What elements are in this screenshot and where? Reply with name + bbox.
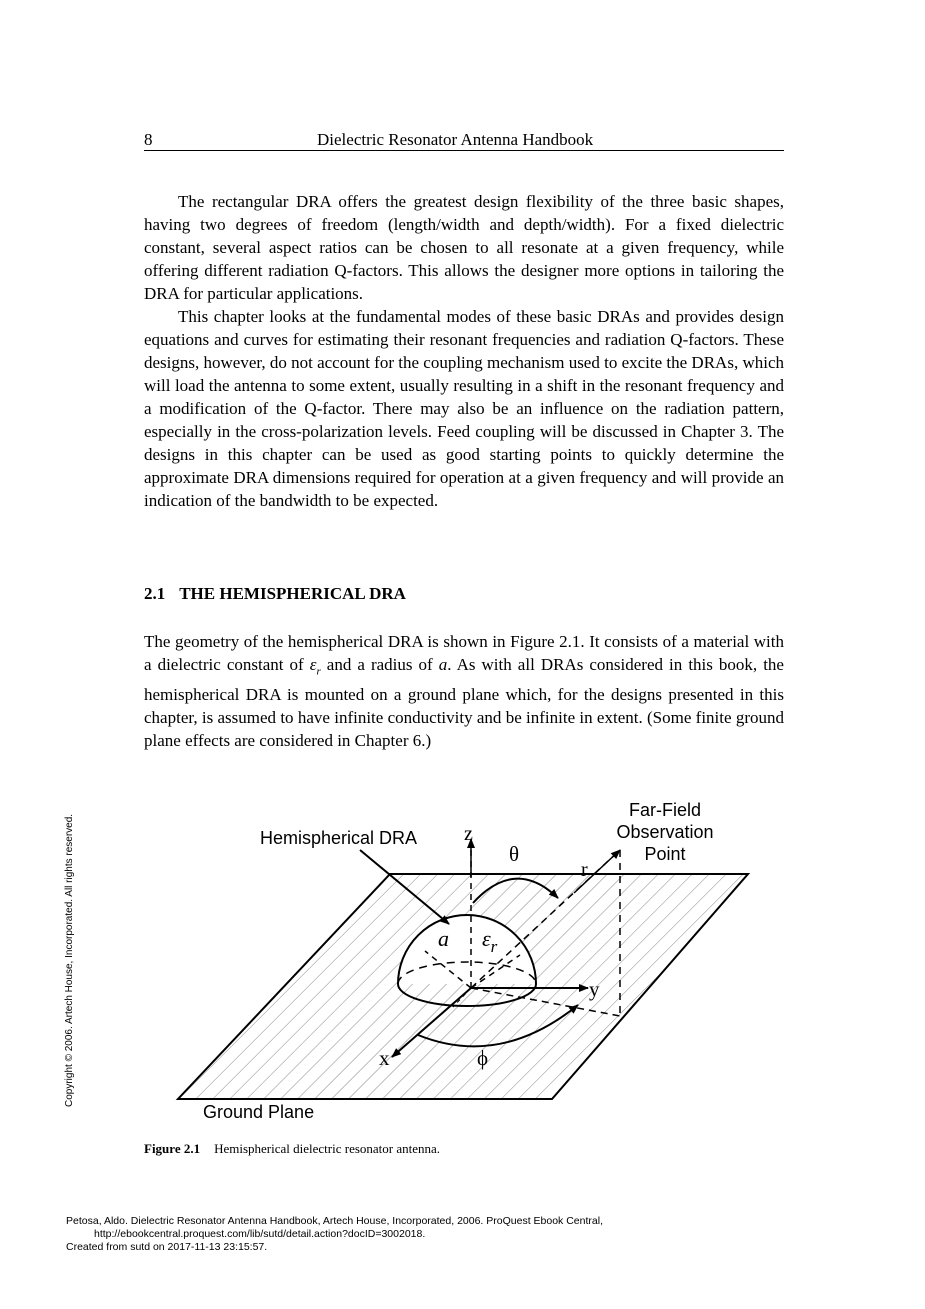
p3-text-1: The geometry of the hemispherical DRA is shown in Figure 2.1. It consists of a material with a dielectric constant of bbox=[144, 632, 784, 674]
p3-text-3: . As with all DRAs considered in this book, the hemispherical DRA is mounted on a ground plane which, for the designs presented in this chapter, is assumed to have infinite conductivity and be infinite in extent. (Some finite ground plane effects are considered in Chapter 6.) bbox=[144, 655, 784, 751]
paragraph-hemispherical-geometry bbox=[144, 630, 784, 752]
label-a: a bbox=[438, 926, 449, 951]
footer-line-3: Created from sutd on 2017-11-13 23:15:57. bbox=[66, 1241, 268, 1253]
figure-hemispherical-dra bbox=[160, 795, 760, 1125]
label-y: y bbox=[589, 977, 600, 1001]
label-observation: Observation bbox=[616, 822, 714, 842]
label-point: Point bbox=[644, 844, 686, 864]
copyright-side-note: Copyright © 2006. Artech House, Incorporated. All rights reserved. bbox=[64, 813, 75, 1107]
label-far-field: Far-Field bbox=[628, 800, 702, 820]
figure-caption-label: Figure 2.1 bbox=[144, 1141, 201, 1156]
book-title: Dielectric Resonator Antenna Handbook bbox=[317, 130, 594, 149]
epsilon-symbol: $\varepsilon_r$ bbox=[309, 655, 321, 678]
running-header bbox=[144, 128, 784, 151]
ground-plane-shape bbox=[178, 874, 748, 1099]
figure-caption-text: Hemispherical dielectric resonator antenna. bbox=[214, 1141, 441, 1156]
label-z: z bbox=[464, 823, 473, 845]
section-heading bbox=[144, 584, 406, 604]
radius-symbol: a bbox=[438, 655, 448, 674]
label-r: r bbox=[581, 859, 588, 881]
section-title: THE HEMISPHERICAL DRA bbox=[179, 584, 406, 603]
footer-line-1: Petosa, Aldo. Dielectric Resonator Antenna Handbook, Artech House, Incorporated, 2006. ProQuest Ebook Central, bbox=[66, 1215, 603, 1227]
label-x: x bbox=[379, 1046, 390, 1070]
label-theta: θ bbox=[509, 842, 520, 866]
paragraph-rectangular-dra: The rectangular DRA offers the greatest design flexibility of the three basic shapes, having two degrees of freedom (length/width and depth/width). For a fixed dielectric constant, several aspect ratios can be chosen to all resonate at a given frequency, while offering different radiation Q-factors. This allows the designer more options in tailoring the DRA for particular applications. bbox=[144, 192, 784, 303]
page-number: 8 bbox=[144, 130, 153, 149]
section-number: 2.1 bbox=[144, 584, 166, 603]
label-hemispherical-dra: Hemispherical DRA bbox=[260, 828, 418, 848]
label-phi: ϕ bbox=[477, 1046, 489, 1070]
footer-link[interactable]: http://ebookcentral.proquest.com/lib/sutd/detail.action?docID=3002018. bbox=[94, 1228, 426, 1240]
label-epsilon-r: $\varepsilon_r$ bbox=[482, 926, 498, 956]
citation-footer bbox=[66, 1215, 603, 1254]
figure-caption bbox=[144, 1141, 440, 1157]
paragraph-chapter-overview: This chapter looks at the fundamental modes of these basic DRAs and provides design equations and curves for estimating their resonant frequencies and radiation Q-factors. These designs, however, do not account for the coupling mechanism used to excite the DRAs, which will load the antenna to some extent, usually resulting in a shift in the resonant frequency and a modification of the Q-factor. There may also be an influence on the radiation pattern, especially in the cross-polarization levels. Feed coupling will be discussed in Chapter 3. The designs in this chapter can be used as good starting points to quickly determine the approximate DRA dimensions required for operation at a given frequency and will provide an indication of the bandwidth to be expected. bbox=[144, 307, 784, 510]
p3-text-2: and a radius of bbox=[320, 655, 439, 674]
label-ground-plane: Ground Plane bbox=[203, 1102, 315, 1122]
